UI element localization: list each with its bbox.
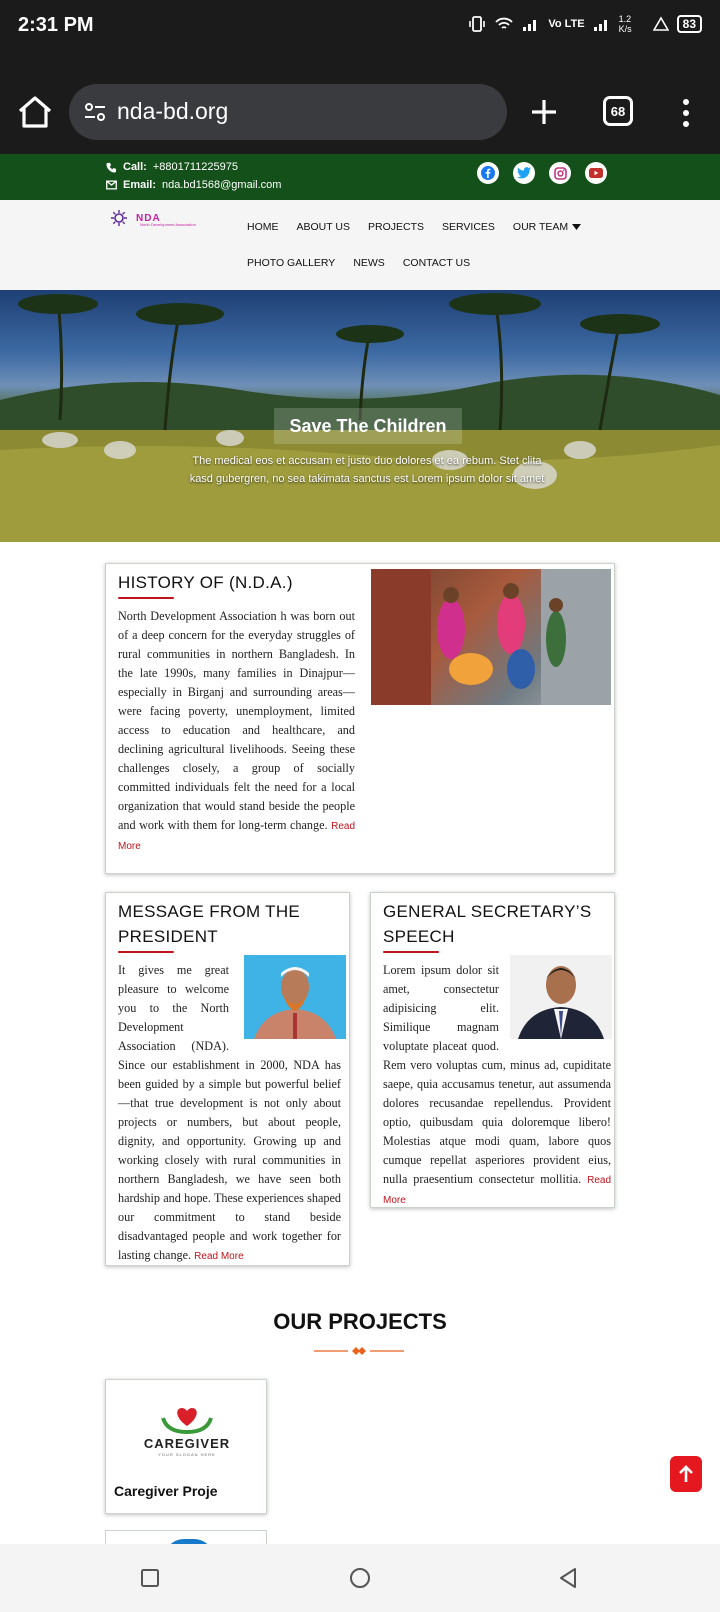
- status-bar: [0, 0, 720, 56]
- instagram-link[interactable]: [549, 162, 571, 184]
- secretary-photo-space: [505, 961, 611, 1051]
- email-line[interactable]: [106, 179, 281, 191]
- history-photo: [371, 569, 611, 705]
- logo-sun-icon: [110, 209, 128, 227]
- president-message-card: [105, 892, 350, 1266]
- nav-news[interactable]: NEWS: [353, 257, 385, 269]
- secretary-title: GENERAL SECRETARY’S SPEECH: [383, 902, 592, 946]
- contact-bar: [0, 154, 720, 200]
- nav-row-1: [247, 221, 581, 233]
- site-settings-icon[interactable]: [83, 100, 107, 124]
- social-links: [477, 162, 607, 184]
- caret-down-icon: [572, 224, 581, 230]
- history-content: [118, 570, 355, 856]
- logo-text: NDA: [136, 212, 161, 224]
- back-icon[interactable]: [556, 1566, 580, 1590]
- nav-services[interactable]: SERVICES: [442, 221, 495, 233]
- nav-photo-gallery[interactable]: PHOTO GALLERY: [247, 257, 336, 269]
- president-content: [118, 899, 341, 1266]
- wifi-icon: [494, 16, 514, 32]
- alert-icon: [653, 16, 669, 32]
- vibrate-icon: [468, 15, 486, 33]
- project-name[interactable]: Caregiver Proje: [114, 1483, 218, 1499]
- secretary-underline: [383, 951, 439, 953]
- projects-heading: OUR PROJECTS: [273, 1309, 447, 1334]
- president-read-more[interactable]: Read More: [194, 1251, 244, 1262]
- signal-icon: [522, 16, 540, 32]
- arrow-up-icon: [679, 1465, 693, 1483]
- secretary-content: [383, 899, 611, 1210]
- secretary-text: Lorem ipsum dolor sit amet, consectetur adipisicing elit. Similique magnam voluptate placeat quod. Rem vero voluptas cum, minus ad, cupiditate saepe, quia accusamus tenetur, aut assumenda dolores recusandae repellendus. Provident optio, quibusdam quia doloremque libero! Molestias atque modi quam, labore quos cumque repellat asperiores provident eius, nulla praesentium consectetur mollitia.: [383, 963, 611, 1186]
- hero-description: The medical eos et accusam et justo duo dolores et ea rebum. Stet clita kasd gubergren, no sea takimata sanctus est Lorem ipsum dolor sit amet: [189, 455, 545, 485]
- new-tab-icon[interactable]: [528, 96, 560, 128]
- history-card: [105, 563, 615, 874]
- community-photo-image: [371, 569, 611, 705]
- project-card-2[interactable]: [105, 1530, 267, 1544]
- nav-contact-us[interactable]: CONTACT US: [402, 257, 471, 269]
- history-text: North Development Association h was born out of a deep concern for the everyday struggles of rural communities in northern Bangladesh. In the late 1990s, many families in Dinajpur—especially in Birganj and surrounding areas—were facing poverty, unemployment, limited access to education and healthcare, and declining agricultural livelihoods. Seeing these challenges closely, a group of socially committed individuals felt the need for a local organization that would stand beside the people and work with them for long-term change.: [118, 609, 355, 832]
- hero-banner: [0, 290, 720, 542]
- home-circle-icon[interactable]: [348, 1566, 372, 1590]
- president-text: It gives me great pleasure to welcome you to the North Development Association (NDA). Since our establishment in 2000, NDA has been guided by a simple but powerful belief—that true development is not only about projects or numbers, but about people, dignity, and opportunity. Growing up and working closely with rural communities in northern Bangladesh, we have seen both hardship and hope. These experiences shaped our commitment to stand beside disadvantaged people and work together for lasting change.: [118, 963, 341, 1262]
- back-to-top-button[interactable]: [670, 1456, 702, 1492]
- home-icon[interactable]: [14, 91, 56, 133]
- history-underline: [118, 597, 174, 599]
- android-navigation-bar: [0, 1544, 720, 1612]
- instagram-icon: [554, 167, 567, 180]
- twitter-icon: [517, 167, 531, 179]
- project-card[interactable]: [105, 1379, 267, 1514]
- email-value[interactable]: nda.bd1568@gmail.com: [162, 179, 282, 191]
- phone-icon: [106, 162, 117, 173]
- url-text[interactable]: nda-bd.org: [117, 98, 229, 124]
- site-logo[interactable]: [110, 208, 200, 228]
- nav-our-team-label: OUR TEAM: [512, 221, 569, 233]
- hero-title: Save The Children: [274, 408, 462, 444]
- address-bar[interactable]: [69, 84, 507, 140]
- nav-our-team[interactable]: [513, 221, 581, 233]
- signal-icon-2: [593, 16, 611, 32]
- nav-home[interactable]: HOME: [247, 221, 279, 233]
- secretary-speech-card: [370, 892, 615, 1208]
- twitter-link[interactable]: [513, 162, 535, 184]
- history-title: HISTORY OF (N.D.A.): [118, 573, 293, 592]
- recent-apps-icon[interactable]: [138, 1566, 162, 1590]
- secretary-body: [383, 961, 611, 1210]
- president-photo-space: [235, 961, 341, 1051]
- president-title: MESSAGE FROM THE PRESIDENT: [118, 902, 301, 946]
- call-line[interactable]: [106, 161, 238, 173]
- facebook-icon: [481, 166, 495, 180]
- project-brand: CAREGIVER: [143, 1436, 231, 1451]
- status-icons: [468, 14, 702, 34]
- facebook-link[interactable]: [477, 162, 499, 184]
- nav-row-2: [247, 257, 470, 269]
- network-type: Vo LTE: [548, 18, 585, 30]
- envelope-icon: [106, 180, 117, 190]
- network-speed: 1.2 K/s: [618, 14, 632, 34]
- battery-level: 83: [677, 15, 702, 33]
- history-read-more[interactable]: Read More: [118, 821, 355, 852]
- project-slogan: YOUR SLOGAN HERE: [158, 1452, 216, 1457]
- history-body: [118, 607, 355, 856]
- youtube-icon: [589, 168, 603, 178]
- projects-divider-icon: [314, 1344, 404, 1358]
- status-time: 2:31 PM: [18, 14, 94, 36]
- youtube-link[interactable]: [585, 162, 607, 184]
- project-logo: [134, 1404, 240, 1456]
- more-menu-icon[interactable]: [676, 98, 696, 128]
- president-underline: [118, 951, 174, 953]
- nav-about-us[interactable]: ABOUT US: [296, 221, 350, 233]
- call-value[interactable]: +8801711225975: [152, 161, 238, 173]
- main-navbar: [0, 200, 720, 290]
- call-label: Call:: [123, 161, 147, 173]
- browser-toolbar: [0, 56, 720, 154]
- president-body: [118, 961, 341, 1266]
- nav-projects[interactable]: PROJECTS: [367, 221, 424, 233]
- secretary-read-more[interactable]: Read More: [383, 1175, 612, 1206]
- email-label: Email:: [123, 179, 157, 191]
- heart-hands-icon: [157, 1404, 217, 1436]
- tab-switcher-button[interactable]: 68: [603, 96, 633, 126]
- logo-subtitle: North Development Association: [140, 222, 196, 227]
